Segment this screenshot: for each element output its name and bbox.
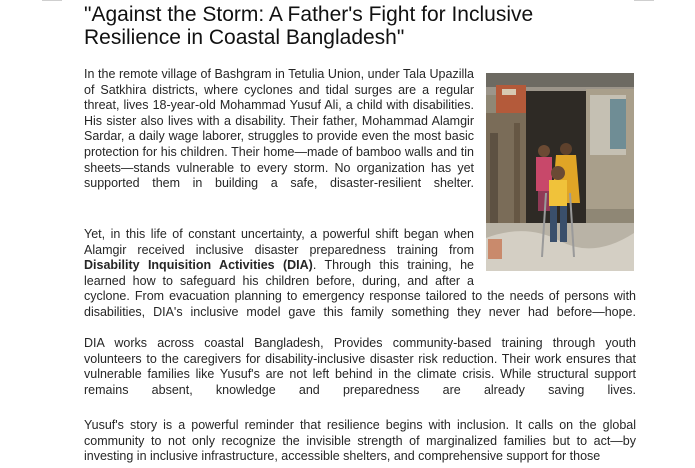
- paragraph-2-start: Yet, in this life of constant uncertainty, a powerful shift began when Alamgir received inclusive disaster preparedness training from: [84, 227, 474, 257]
- family-photo-illustration: [486, 73, 634, 271]
- paragraph-4: Yusuf's story is a powerful reminder that resilience begins with inclusion. It calls on the global community to not only recognize the invisible strength of marginalized families but to act—by investing in inclusive infrastructure, accessible shelters, and comprehensive support for those: [84, 418, 636, 464]
- paragraph-3: DIA works across coastal Bangladesh, Provides community-based training through youth volunteers to the caregivers for disability-inclusive disaster risk reduction. Their work ensures that vulnerable families like Yusuf's are not left behind in the climate crisis. While structural support remains absent, knowledge and preparedness are already saving lives.: [84, 336, 636, 397]
- family-photo: [486, 73, 634, 271]
- paragraph-2-middle: . Through this training, he learned how to safeguard his children before, during, and after a: [84, 258, 474, 288]
- paragraph-2-full-width: cyclone. From evacuation planning to emergency response tailored to the needs of persons with disabilities, DIA's inclusive model gave this family something they never had before—hope.: [84, 289, 636, 319]
- page-edge-mark-right: [634, 0, 654, 1]
- article-title-line-2: Resilience in Coastal Bangladesh": [84, 26, 405, 49]
- article-title: [84, 3, 644, 49]
- paragraph-1: In the remote village of Bashgram in Tetulia Union, under Tala Upazilla of Satkhira districts, where cyclones and tidal surges are a regular threat, lives 18-year-old Mohammad Yusuf Ali, a child with disabilities. His sister also lives with a disability. Their father, Mohammad Alamgir Sardar, a daily wage laborer, struggles to provide even the most basic protection for his children. Their home—made of bamboo walls and tin sheets—stands vulnerable to every storm. No organization has yet supported them in building a safe, disaster-resilient shelter.: [84, 67, 474, 191]
- dia-organization-name: Disability Inquisition Activities (DIA): [84, 258, 313, 273]
- page-edge-mark-left: [42, 0, 62, 1]
- article-title-line-1: "Against the Storm: A Father's Fight for Inclusive: [84, 3, 534, 26]
